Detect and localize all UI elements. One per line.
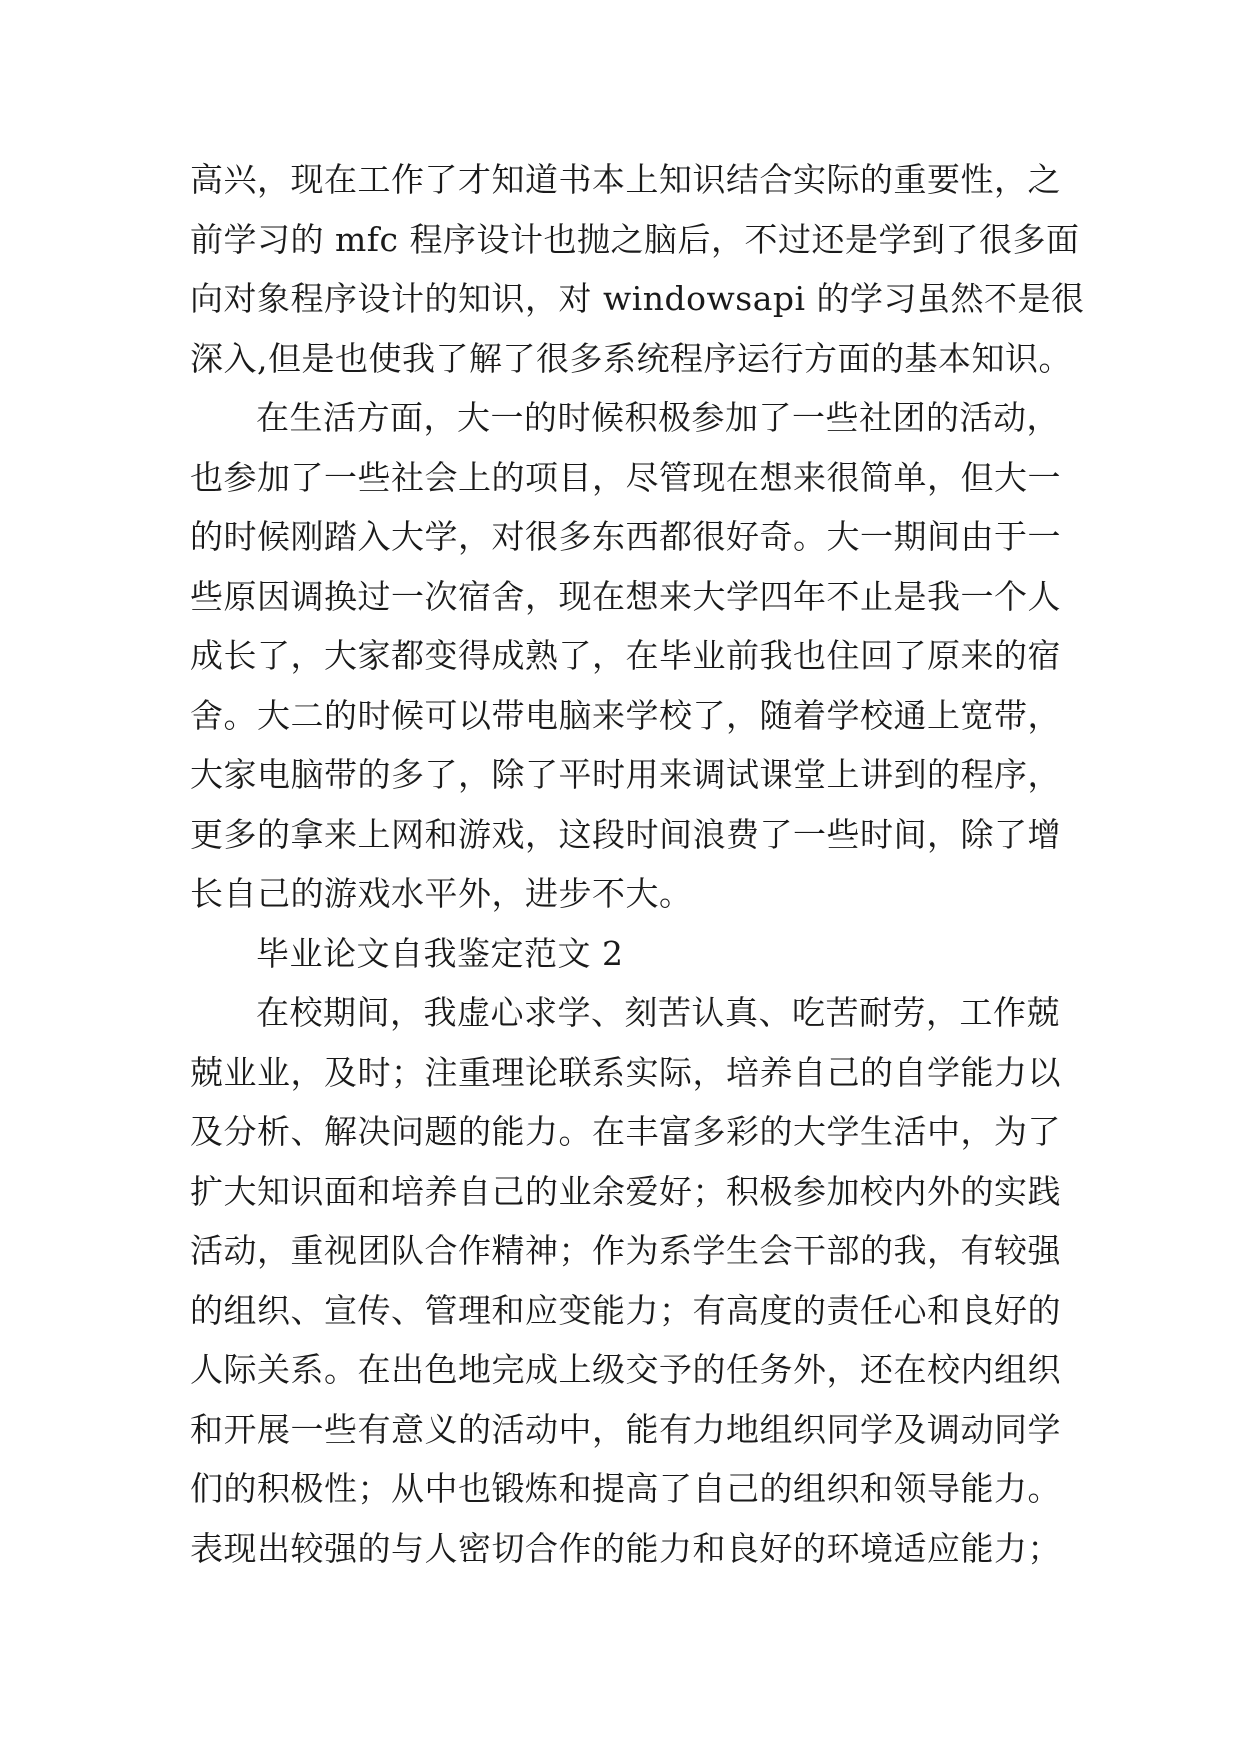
text-line: 兢业业，及时；注重理论联系实际，培养自己的自学能力以 — [190, 1052, 1061, 1092]
text-line: 成长了，大家都变得成熟了，在毕业前我也住回了原来的宿 — [190, 636, 1061, 675]
text-line: 的时候刚踏入大学，对很多东西都很好奇。大一期间由于一 — [190, 517, 1061, 556]
text-line: 们的积极性；从中也锻炼和提高了自己的组织和领导能力。 — [190, 1469, 1061, 1508]
paragraph-start-line: 在校期间，我虚心求学、刻苦认真、吃苦耐劳，工作兢 — [256, 993, 1060, 1032]
text-line: 表现出较强的与人密切合作的能力和良好的环境适应能力； — [190, 1528, 1061, 1568]
text-line: 前学习的 mfc 程序设计也抛之脑后，不过还是学到了很多面 — [190, 219, 1080, 259]
text-line: 高兴，现在工作了才知道书本上知识结合实际的重要性，之 — [190, 160, 1061, 199]
text-line: 深入,但是也使我了解了很多系统程序运行方面的基本知识。 — [190, 338, 1072, 378]
text-line: 活动，重视团队合作精神；作为系学生会干部的我，有较强 — [190, 1231, 1061, 1270]
text-line: 的组织、宣传、管理和应变能力；有高度的责任心和良好的 — [190, 1290, 1061, 1330]
text-line: 和开展一些有意义的活动中，能有力地组织同学及调动同学 — [190, 1409, 1061, 1449]
text-line: 更多的拿来上网和游戏，这段时间浪费了一些时间，除了增 — [190, 814, 1061, 854]
text-line: 大家电脑带的多了，除了平时用来调试课堂上讲到的程序， — [190, 755, 1061, 794]
document-body — [190, 150, 1090, 1578]
section-heading: 毕业论文自我鉴定范文 2 — [256, 933, 624, 973]
text-line: 扩大知识面和培养自己的业余爱好；积极参加校内外的实践 — [190, 1171, 1061, 1211]
text-line: 长自己的游戏水平外，进步不大。 — [190, 874, 693, 913]
text-line: 些原因调换过一次宿舍，现在想来大学四年不止是我一个人 — [190, 576, 1061, 616]
paragraph-start-line: 在生活方面，大一的时候积极参加了一些社团的活动， — [256, 398, 1060, 437]
text-line: 也参加了一些社会上的项目，尽管现在想来很简单，但大一 — [190, 457, 1061, 497]
text-line: 向对象程序设计的知识，对 windowsapi 的学习虽然不是很 — [190, 279, 1085, 318]
text-line: 及分析、解决问题的能力。在丰富多彩的大学生活中，为了 — [190, 1112, 1061, 1151]
text-line: 舍。大二的时候可以带电脑来学校了，随着学校通上宽带， — [190, 695, 1061, 735]
text-line: 人际关系。在出色地完成上级交予的任务外，还在校内组织 — [190, 1350, 1061, 1389]
